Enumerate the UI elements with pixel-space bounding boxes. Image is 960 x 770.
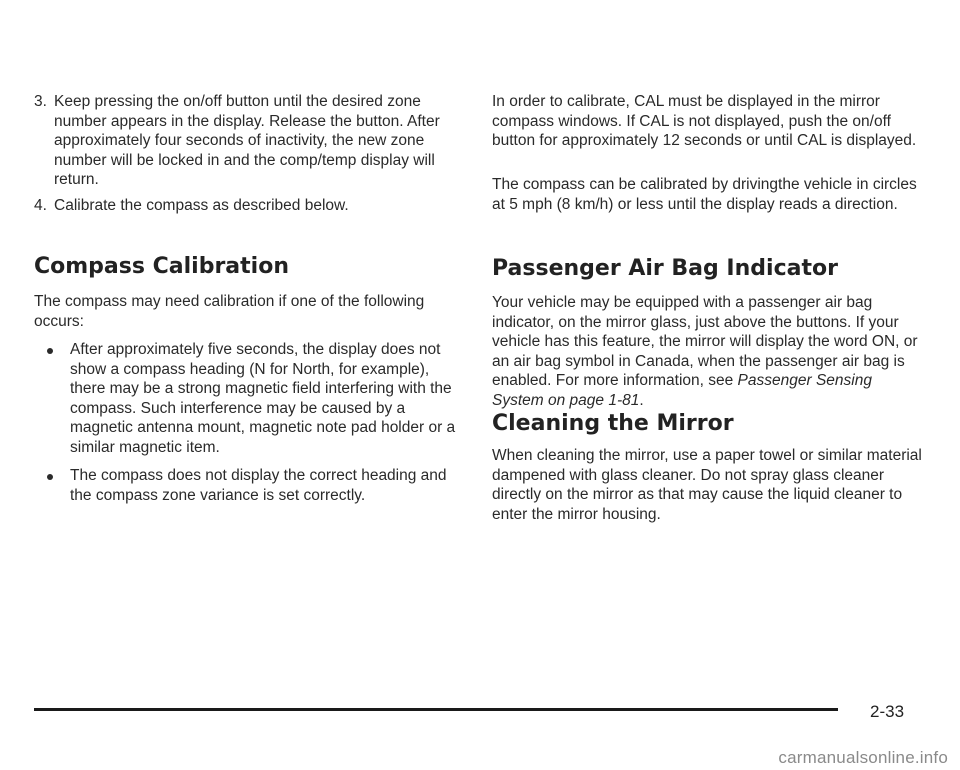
airbag-text: Your vehicle may be equipped with a passenger air bag indicator, on the mirror glass, just above the buttons. If your vehicle has this feature, the mirror will display the word ON, or an air bag symbol in Canada, when the passenger air bag is enabled. For more information, see [492, 294, 918, 389]
airbag-paragraph [492, 293, 924, 410]
page-number: 2-33 [870, 702, 905, 721]
list-item [34, 340, 464, 457]
cross-reference-end: . [639, 391, 644, 409]
step-item [34, 196, 464, 216]
calibration-intro: The compass may need calibration if one of the following occurs: [34, 293, 425, 330]
bullet-text: After approximately five seconds, the display does not show a compass heading (N for North, for example), there may be a strong magnetic field interfering with the compass. Such interference may be caused by a magnetic antenna mount, magnetic note pad holder or a similar magnetic item. [70, 341, 456, 456]
cleaning-paragraph: When cleaning the mirror, use a paper towel or similar material dampened with glass cleaner. Do not spray glass cleaner directly on the mirror as that may cause the liquid cleaner to enter the mirror housing. [492, 447, 922, 523]
bullet-text: The compass does not display the correct heading and the compass zone variance is set correctly. [70, 467, 447, 504]
bullet-icon [47, 348, 53, 354]
section-heading-passenger-air-bag: Passenger Air Bag Indicator [492, 256, 838, 281]
footer-rule [34, 708, 838, 711]
section-heading-cleaning-mirror: Cleaning the Mirror [492, 411, 734, 436]
step-text: Calibrate the compass as described below. [54, 196, 349, 214]
cross-reference: Passenger Sensing System on page 1-81 [492, 372, 872, 409]
list-item [34, 466, 464, 505]
step-text: Keep pressing the on/off button until the desired zone number appears in the display. Release the button. After approximately four seconds of inactivity, the new zone number will be locked in and the comp/temp display will return. [54, 93, 440, 188]
watermark-text: carmanualsonline.info [778, 748, 948, 767]
step-item [34, 92, 464, 190]
section-heading-compass-calibration: Compass Calibration [34, 254, 289, 279]
step-list [34, 92, 464, 215]
calibration-bullet-list [34, 340, 464, 505]
step-number: 3. [34, 93, 47, 110]
calibrate-paragraph: In order to calibrate, CAL must be displayed in the mirror compass windows. If CAL is not displayed, push the on/off button for approximately 12 seconds or until CAL is displayed. [492, 93, 917, 149]
step-number: 4. [34, 196, 47, 214]
bullet-icon [47, 474, 53, 480]
calibrate-driving-paragraph: The compass can be calibrated by drivingthe vehicle in circles at 5 mph (8 km/h) or less until the display reads a direction. [492, 176, 917, 213]
